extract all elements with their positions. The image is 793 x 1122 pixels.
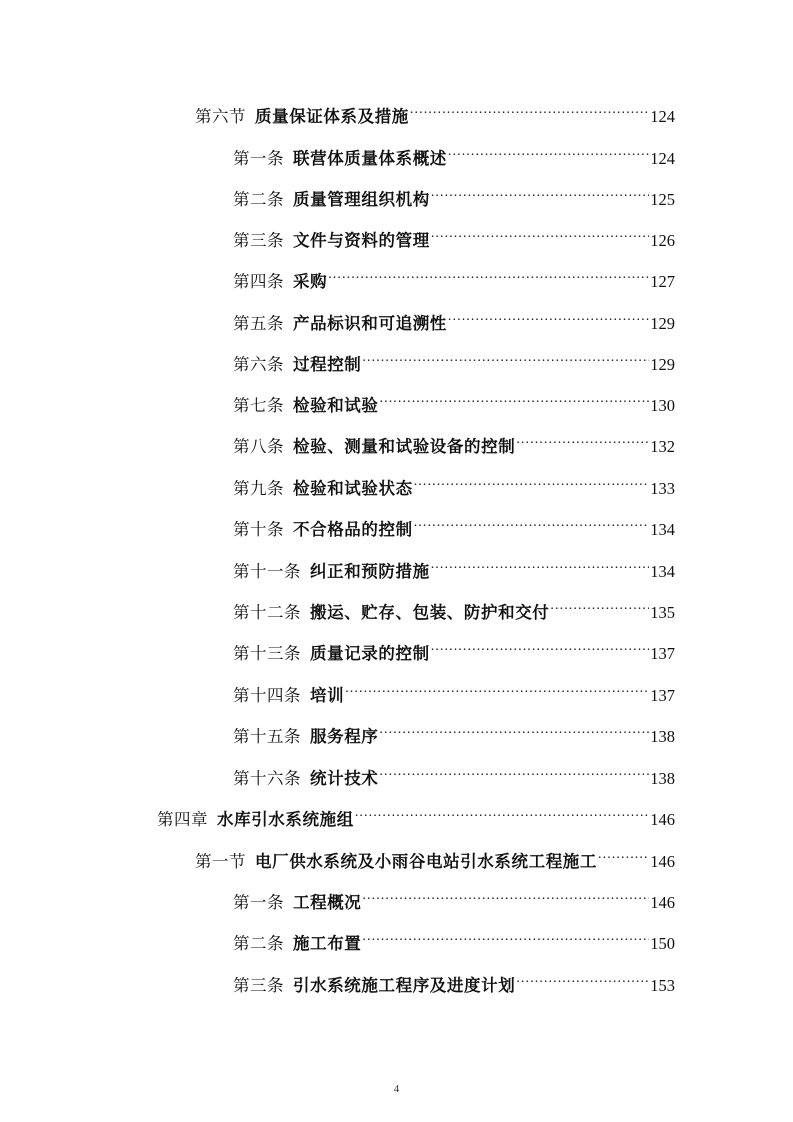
toc-entry-article[interactable]	[233, 925, 675, 953]
toc-entry-number: 第一节	[195, 852, 246, 871]
toc-entry-title: 搬运、贮存、包装、防护和交付	[310, 603, 550, 622]
toc-entry-number: 第十二条	[233, 603, 301, 622]
toc-entry-article[interactable]	[233, 760, 675, 788]
toc-entry-title: 采购	[293, 272, 328, 291]
toc-entry-number: 第四条	[233, 272, 284, 291]
dot-leader	[448, 305, 649, 329]
toc-entry-title: 施工布置	[293, 934, 362, 953]
toc-entry-article[interactable]	[233, 181, 675, 209]
page-number: 4	[393, 1083, 400, 1095]
dot-leader	[431, 553, 650, 577]
toc-entry-article[interactable]	[233, 635, 675, 663]
dot-leader	[414, 511, 650, 535]
toc-entry-page: 124	[650, 107, 675, 126]
dot-leader	[362, 884, 649, 908]
toc-entry-number: 第三条	[233, 231, 284, 250]
toc-entry-article[interactable]	[233, 470, 675, 498]
toc-entry-number: 第十五条	[233, 727, 301, 746]
toc-entry-title: 检验和试验状态	[293, 479, 413, 498]
toc-entry-chapter[interactable]	[157, 801, 675, 829]
toc-entry-article[interactable]	[233, 428, 675, 456]
toc-entry-page: 129	[650, 314, 675, 333]
toc-entry-article[interactable]	[233, 140, 675, 168]
toc-entry-title: 文件与资料的管理	[293, 231, 430, 250]
toc-entry-page: 137	[650, 644, 675, 663]
toc-entry-page: 132	[650, 437, 675, 456]
toc-entry-article[interactable]	[233, 884, 675, 912]
toc-entry-page: 138	[650, 769, 675, 788]
toc-entry-article[interactable]	[233, 387, 675, 415]
toc-entry-title: 产品标识和可追溯性	[293, 314, 447, 333]
toc-entry-title: 质量管理组织机构	[293, 190, 430, 209]
toc-entry-page: 127	[650, 272, 675, 291]
toc-entry-article[interactable]	[233, 263, 675, 291]
toc-entry-article[interactable]	[233, 967, 675, 995]
toc-entry-number: 第九条	[233, 479, 284, 498]
dot-leader	[448, 140, 649, 164]
toc-entry-title: 水库引水系统施组	[217, 810, 354, 829]
toc-entry-article[interactable]	[233, 511, 675, 539]
toc-entry-title: 质量记录的控制	[310, 644, 430, 663]
toc-entry-number: 第六节	[195, 107, 246, 126]
dot-leader	[355, 801, 649, 825]
toc-entry-page: 134	[650, 520, 675, 539]
toc-entry-page: 138	[650, 727, 675, 746]
toc-entry-number: 第七条	[233, 396, 284, 415]
toc-entry-page: 146	[650, 810, 675, 829]
toc-entry-page: 129	[650, 355, 675, 374]
dot-leader	[362, 346, 649, 370]
toc-entry-page: 146	[650, 852, 675, 871]
dot-leader	[379, 760, 649, 784]
dot-leader	[598, 843, 649, 867]
dot-leader	[431, 181, 649, 205]
toc-entry-number: 第十一条	[233, 562, 301, 581]
toc-entry-article[interactable]	[233, 718, 675, 746]
toc-entry-number: 第十三条	[233, 644, 301, 663]
toc-entry-title: 检验和试验	[293, 396, 379, 415]
toc-entry-article[interactable]	[233, 553, 675, 581]
toc-entry-article[interactable]	[233, 346, 675, 374]
toc-entry-page: 146	[650, 893, 675, 912]
toc-entry-title: 检验、测量和试验设备的控制	[293, 437, 516, 456]
toc-entry-number: 第二条	[233, 190, 284, 209]
dot-leader	[328, 263, 649, 287]
toc-entry-title: 不合格品的控制	[293, 520, 413, 539]
toc-entry-article[interactable]	[233, 677, 675, 705]
dot-leader	[345, 677, 649, 701]
toc-entry-number: 第二条	[233, 934, 284, 953]
toc-entry-page: 126	[650, 231, 675, 250]
toc-entry-title: 过程控制	[293, 355, 362, 374]
dot-leader	[550, 594, 649, 618]
toc-entry-number: 第一条	[233, 149, 284, 168]
toc-entry-page: 135	[650, 603, 675, 622]
toc-entry-title: 服务程序	[310, 727, 379, 746]
dot-leader	[516, 967, 649, 991]
dot-leader	[379, 718, 649, 742]
toc-entry-number: 第八条	[233, 437, 284, 456]
dot-leader	[516, 428, 649, 452]
toc-entry-article[interactable]	[233, 222, 675, 250]
toc-entry-page: 124	[650, 149, 675, 168]
toc-entry-title: 纠正和预防措施	[310, 562, 430, 581]
toc-entry-title: 质量保证体系及措施	[255, 107, 409, 126]
toc-entry-title: 统计技术	[310, 769, 379, 788]
dot-leader	[431, 222, 649, 246]
dot-leader	[414, 470, 650, 494]
toc-entry-number: 第一条	[233, 893, 284, 912]
dot-leader	[431, 635, 650, 659]
toc-entry-title: 联营体质量体系概述	[293, 149, 447, 168]
toc-entry-section[interactable]	[195, 98, 675, 126]
toc-entry-number: 第五条	[233, 314, 284, 333]
toc-entry-page: 130	[650, 396, 675, 415]
toc-entry-section[interactable]	[195, 843, 675, 871]
toc-entry-article[interactable]	[233, 305, 675, 333]
toc-entry-article[interactable]	[233, 594, 675, 622]
toc-entry-title: 电厂供水系统及小雨谷电站引水系统工程施工	[255, 852, 597, 871]
toc-entry-page: 137	[650, 686, 675, 705]
toc-entry-number: 第十四条	[233, 686, 301, 705]
toc-entry-title: 工程概况	[293, 893, 362, 912]
toc-entry-title: 引水系统施工程序及进度计划	[293, 976, 516, 995]
toc-entry-page: 150	[650, 934, 675, 953]
toc-entry-page: 134	[650, 562, 675, 581]
dot-leader	[380, 387, 650, 411]
toc-entry-number: 第三条	[233, 976, 284, 995]
toc-entry-number: 第十条	[233, 520, 284, 539]
toc-entry-number: 第六条	[233, 355, 284, 374]
toc-entry-title: 培训	[310, 686, 345, 705]
toc-entry-number: 第四章	[157, 810, 208, 829]
toc-entry-page: 153	[650, 976, 675, 995]
dot-leader	[410, 98, 649, 122]
toc-entry-number: 第十六条	[233, 769, 301, 788]
toc-entry-page: 133	[650, 479, 675, 498]
toc-entry-page: 125	[650, 190, 675, 209]
dot-leader	[362, 925, 649, 949]
